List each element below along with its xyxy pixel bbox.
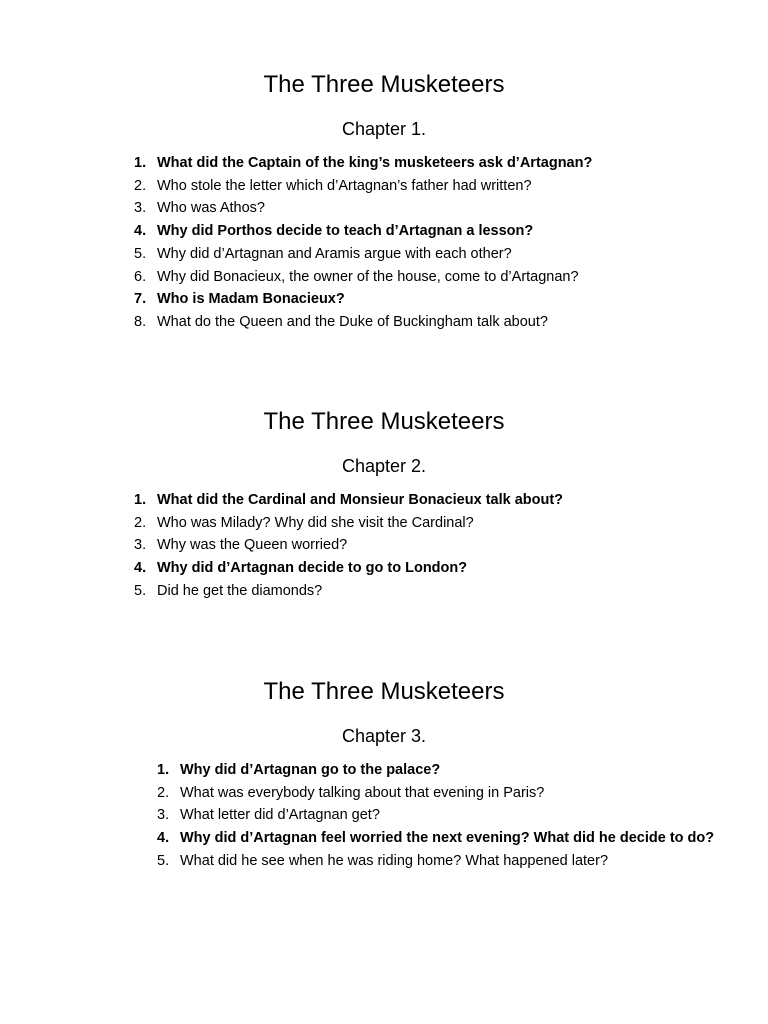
question-item: 3. What letter did d’Artagnan get? bbox=[157, 807, 380, 824]
question-item: 7. Who is Madam Bonacieux? bbox=[134, 291, 345, 308]
question-item: 6. Why did Bonacieux, the owner of the house, come to d’Artagnan? bbox=[134, 268, 579, 285]
chapter-3-section bbox=[0, 677, 768, 748]
question-item: 5. Why did d’Artagnan and Aramis argue with each other? bbox=[134, 245, 512, 262]
question-item: 1. What did the Cardinal and Monsieur Bonacieux talk about? bbox=[134, 492, 564, 508]
chapter-1-section bbox=[0, 70, 768, 141]
chapter-2-section bbox=[0, 407, 768, 478]
question-item: 1. What did the Captain of the king’s musketeers ask d’Artagnan? bbox=[134, 155, 593, 171]
chapter-heading: Chapter 3. bbox=[341, 726, 427, 746]
question-item: 2. Who was Milady? Why did she visit the Cardinal? bbox=[134, 514, 474, 531]
question-item: 4. Why did Porthos decide to teach d’Artagnan a lesson? bbox=[134, 223, 534, 240]
question-item: 5. What did he see when he was riding home? What happened later? bbox=[157, 852, 609, 869]
question-list bbox=[134, 152, 694, 334]
question-item: 2. What was everybody talking about that evening in Paris? bbox=[157, 784, 545, 801]
chapter-heading: Chapter 1. bbox=[341, 119, 427, 139]
question-item: 2. Who stole the letter which d’Artagnan’s father had written? bbox=[134, 177, 532, 194]
question-item: 3. Who was Athos? bbox=[134, 200, 265, 217]
question-item: 5. Did he get the diamonds? bbox=[134, 582, 323, 599]
document-title: The Three Musketeers bbox=[263, 408, 505, 435]
question-item: 8. What do the Queen and the Duke of Buckingham talk about? bbox=[134, 313, 548, 330]
document-title: The Three Musketeers bbox=[263, 71, 505, 98]
question-item: 4. Why did d’Artagnan decide to go to London? bbox=[134, 560, 468, 577]
question-item: 3. Why was the Queen worried? bbox=[134, 537, 348, 554]
chapter-heading: Chapter 2. bbox=[341, 456, 427, 476]
document-title: The Three Musketeers bbox=[263, 678, 505, 705]
question-list bbox=[157, 759, 719, 873]
question-list bbox=[134, 489, 694, 603]
question-item: 1. Why did d’Artagnan go to the palace? bbox=[157, 762, 441, 778]
question-item: 4. Why did d’Artagnan feel worried the next evening? What did he decide to do? bbox=[157, 830, 715, 847]
